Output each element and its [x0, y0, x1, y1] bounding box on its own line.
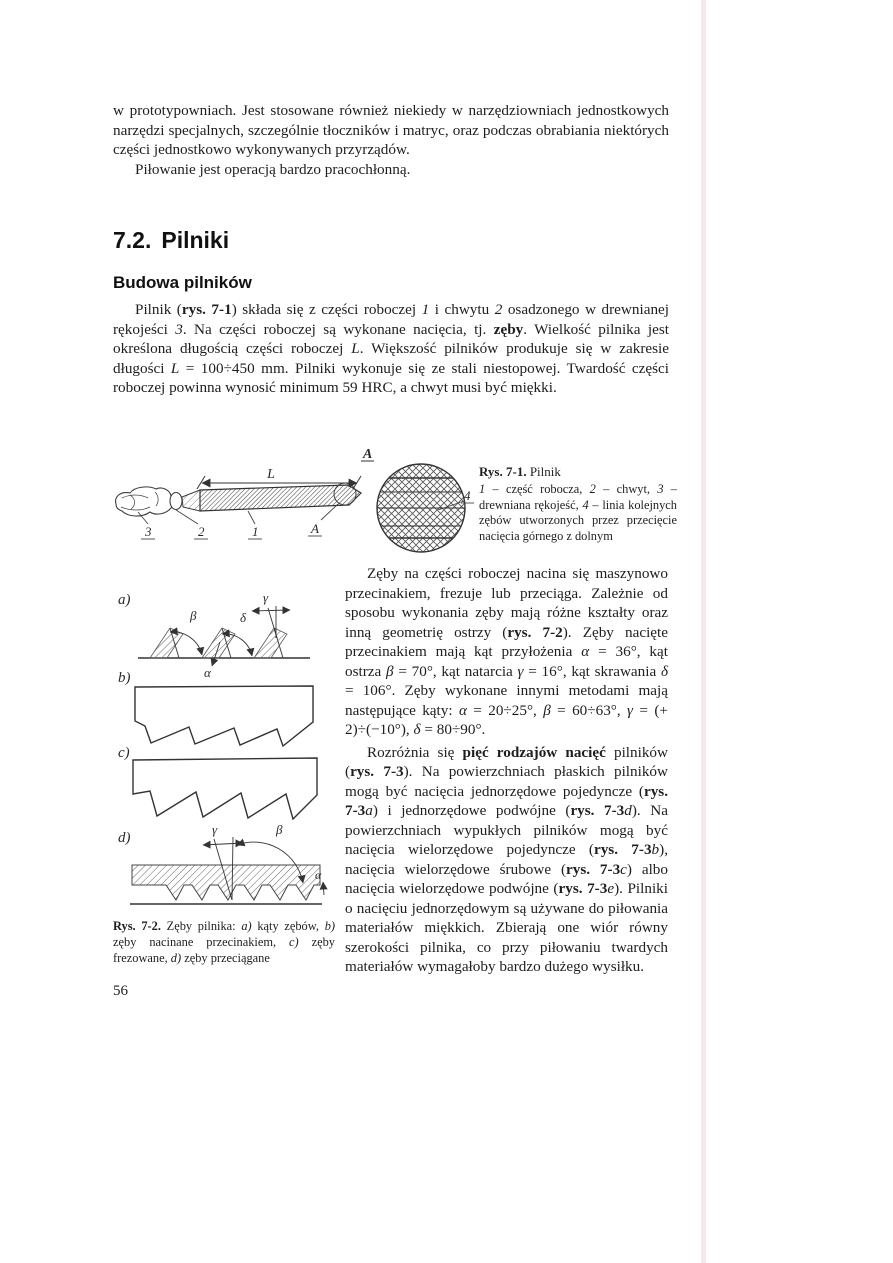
figure-7-2-caption: Rys. 7-2. Zęby pilnika: a) kąty zębów, b) zęby nacinane przecinakiem, c) zęby frezowane, d) zęby przeciągane	[113, 919, 336, 965]
figure-7-1-caption-body: 1 – część robocza, 2 – chwyt, 3 – drewniana rękojeść, 4 – linia kolejnych zębów utworzonych przez przecięcie nacięcia górnego z dolnym	[479, 481, 677, 544]
page-number: 56	[113, 983, 128, 999]
label-alpha-d: α	[315, 868, 322, 882]
label-d: d)	[118, 830, 131, 846]
file-handle	[116, 487, 174, 516]
fig2d-teeth	[130, 837, 324, 904]
label-delta-a: δ	[240, 610, 247, 625]
file-blade	[200, 485, 361, 511]
construction-text	[113, 300, 669, 398]
right-column-paragraph-1: Zęby na części roboczej nacina się maszynowo przecinakiem, frezuje lub przeciąga. Zależnie od sposobu wykonania zęby mają różne kształty oraz inną geometrię ostrzy (rys. 7-2). Zęby nacięte przecinakiem mają kąt przyłożenia α = 36°, kąt ostrza β = 70°, kąt natarcia γ = 16°, kąt skrawania δ = 106°. Zęby wykonane innymi metodami mają następujące kąty: α = 20÷25°, β = 60÷63°, γ = (+ 2)÷(−10°), δ = 80÷90°.	[345, 565, 669, 738]
figure-7-1-drawing	[108, 440, 480, 572]
label-alpha-a: α	[204, 665, 211, 680]
construction-paragraph: Pilnik (rys. 7-1) składa się z części roboczej 1 i chwytu 2 osadzonego w drewnianej rękojeści 3. Na części roboczej są wykonane nacięcia, tj. zęby. Wielkość pilnika jest określona długością części roboczej L. Większość pilników produkuje się w zakresie długości L = 100÷450 mm. Pilniki wykonuje się ze stali niestopowej. Twardość części roboczej powinna wynosić minimum 59 HRC, a chwyt musi być miękki.	[113, 301, 669, 396]
file-heel	[182, 490, 200, 511]
label-gamma-d: γ	[212, 822, 218, 837]
label-1: 1	[252, 524, 259, 539]
label-beta-a: β	[190, 608, 197, 623]
label-b: b)	[118, 670, 131, 686]
label-4: 4	[464, 488, 471, 503]
intro-paragraph: w prototypowniach. Jest stosowane również niekiedy w narzędziowniach jednostkowych narzędzi specjalnych, szczególnie tłoczników i matryc, oraz podczas obrabiania niektórych części jednostkowo wykonywanych przyrządów.	[113, 102, 669, 158]
label-A-detail: A	[363, 447, 373, 462]
label-2: 2	[198, 524, 205, 539]
label-gamma-a: γ	[263, 590, 269, 605]
right-column-paragraph-2: Rozróżnia się pięć rodzajów nacięć pilników (rys. 7-3). Na powierzchniach płaskich pilników mogą być nacięcia jednorzędowe pojedyncze (rys. 7-3a) i jednorzędowe podwójne (rys. 7-3d). Na powierzchniach wypukłych pilników mogą być nacięcia wielorzędowe pojedyncze (rys. 7-3b), nacięcia wielorzędowe śrubowe (rys. 7-3c) albo nacięcia wielorzędowe podwójne (rys. 7-3e). Pilniki o nacięciu jednorzędowym są używane do piłowania materiałów miękkich. Zbierają one wiór równy szerokości pilnika, co przy piłowaniu twardych materiałów wymagałoby bardzo dużego wysiłku.	[345, 743, 668, 975]
section-heading	[113, 227, 229, 254]
fig2c-profile	[133, 758, 317, 819]
figure-7-2-drawing	[110, 582, 345, 917]
intro-text	[113, 101, 669, 179]
fig2a-teeth	[138, 606, 310, 666]
intro-paragraph-2: Piłowanie jest operacją bardzo pracochłonną.	[135, 160, 411, 178]
section-number: 7.2.	[113, 227, 152, 253]
label-beta-d: β	[276, 822, 283, 837]
label-L: L	[267, 467, 275, 482]
scan-page-edge	[701, 0, 706, 1263]
figure-7-1-caption	[479, 464, 677, 545]
file-ferrule	[170, 493, 182, 510]
label-3: 3	[145, 524, 152, 539]
detail-view-A	[361, 461, 474, 552]
label-c: c)	[118, 745, 130, 761]
label-a: a)	[118, 592, 131, 608]
right-column	[345, 564, 668, 977]
subsection-heading: Budowa pilników	[113, 273, 252, 292]
section-title: Pilniki	[161, 227, 230, 253]
label-A-mark: A	[311, 521, 319, 536]
figure-7-1-caption-title: Rys. 7-1. Pilnik	[479, 464, 561, 479]
